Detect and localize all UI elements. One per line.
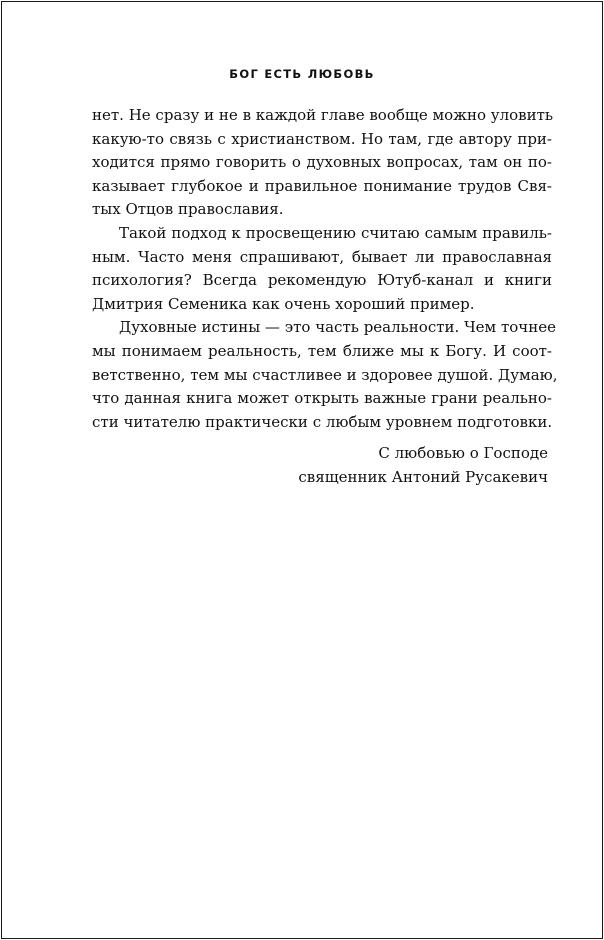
paragraph-1-line-3: ходится прямо говорить о духовных вопросах, там он по- (92, 153, 552, 172)
paragraph-3-line-3: ветственно, тем мы счастливее и здоровее душой. Думаю, (92, 365, 558, 384)
signature-closing: С любовью о Господе (378, 444, 548, 462)
paragraph-2-line-4: Дмитрия Семеника как очень хороший пример. (92, 294, 475, 313)
paragraph-2-line-2: ным. Часто меня спрашивают, бывает ли православная (92, 247, 552, 266)
paragraph-3-line-2: мы понимаем реальность, тем ближе мы к Богу. И соот- (92, 341, 552, 360)
paragraph-3-line-5: сти читателю практически с любым уровнем подготовки. (92, 412, 553, 431)
book-page (1, 1, 603, 939)
signature-block (298, 441, 548, 489)
running-title: БОГ ЕСТЬ ЛЮБОВЬ (229, 67, 375, 81)
paragraph-1-line-1: нет. Не сразу и не в каждой главе вообще можно уловить (92, 106, 554, 124)
body-text (92, 104, 558, 434)
paragraph-3-line-4: что данная книга может открыть важные грани реально- (92, 389, 552, 408)
paragraph-1-line-5: тых Отцов православия. (92, 200, 284, 219)
paragraph-2-line-1: Такой подход к просвещению считаю самым правиль- (119, 223, 552, 242)
signature-author: священник Антоний Русакевич (298, 468, 548, 486)
paragraph-1-line-4: казывает глубокое и правильное понимание трудов Свя- (92, 176, 552, 195)
paragraph-1-line-2: какую-то связь с христианством. Но там, где автору при- (92, 129, 552, 148)
paragraph-3-line-1: Духовные истины — это часть реальности. Чем точнее (119, 318, 556, 337)
paragraph-2-line-3: психология? Всегда рекомендую Ютуб-канал и книги (92, 271, 552, 290)
